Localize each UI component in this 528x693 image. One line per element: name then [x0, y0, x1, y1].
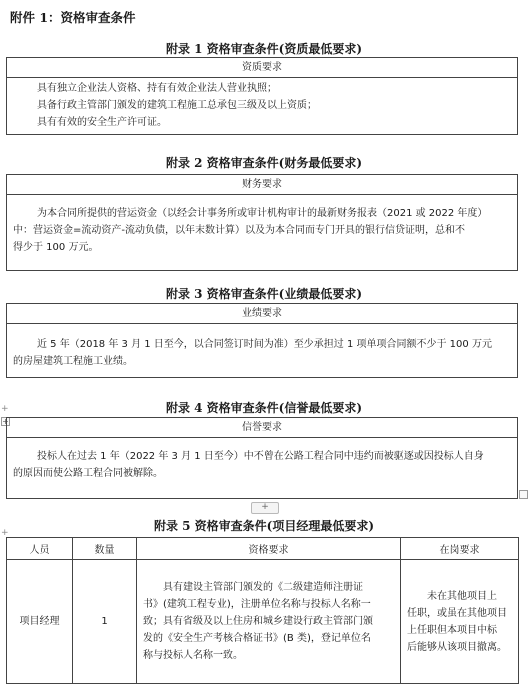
appendix-2-header: 财务要求 — [7, 175, 517, 195]
table-edge-marker: + — [1, 404, 9, 414]
appendix-2-line-2: 中：营运资金=流动资产-流动负债，以年末数计算）以及为本合同而专门开具的银行信贷证明，总和不 — [13, 225, 465, 236]
table-row — [7, 560, 519, 684]
appendix-1-line-1: 具有独立企业法人资格、持有有效企业法人营业执照； — [37, 83, 277, 94]
appendix-1-title: 附录 1 资格审查条件(资质最低要求) — [165, 42, 363, 56]
table-edge-marker-2: + — [1, 528, 9, 538]
qualification-line-5: 称与投标人名称一致。 — [143, 650, 243, 661]
appendix-4-body — [7, 438, 517, 482]
appendix-2-line-1: 为本合同所提供的营运资金（以经会计事务所或审计机构审计的最新财务报表（2021 或 2022 年度） — [37, 208, 488, 219]
qualification-line-3: 致；具有省级及以上住房和城乡建设行政主管部门颁 — [143, 616, 373, 627]
appendix-1-header: 资质要求 — [7, 58, 517, 78]
qualification-line-4: 发的《安全生产考核合格证书》(B 类)，登记单位名 — [143, 633, 371, 644]
appendix-1-line-3: 具有有效的安全生产许可证。 — [37, 117, 167, 128]
appendix-4-line-1: 投标人在过去 1 年（2022 年 3 月 1 日至今）中不曾在公路工程合同中违约而被驱逐或因投标人自身 — [37, 451, 484, 462]
onsite-line-1: 未在其他项目上 — [427, 590, 497, 602]
header-qualification: 资格要求 — [137, 538, 401, 560]
appendix-2-body — [7, 195, 517, 256]
project-manager-table — [6, 537, 519, 684]
cell-count: 1 — [73, 560, 137, 684]
qualification-line-1: 具有建设主管部门颁发的《二级建造师注册证 — [163, 582, 363, 593]
appendix-1-body — [7, 78, 517, 131]
header-role: 人员 — [7, 538, 73, 560]
appendix-3-body — [7, 324, 517, 370]
appendix-2-table — [6, 174, 518, 271]
appendix-1-line-2: 具备行政主管部门颁发的建筑工程施工总承包三级及以上资质； — [37, 100, 317, 111]
document-title: 附件 1：资格审查条件 — [10, 10, 136, 25]
appendix-5-title: 附录 5 资格审查条件(项目经理最低要求) — [153, 519, 375, 533]
table-resize-handle[interactable] — [519, 490, 528, 499]
cell-qualification — [137, 560, 401, 684]
cell-onsite — [401, 560, 519, 684]
onsite-line-3: 上任职但本项目中标 — [407, 624, 497, 636]
header-count: 数量 — [73, 538, 137, 560]
appendix-3-header: 业绩要求 — [7, 304, 517, 324]
cell-role: 项目经理 — [7, 560, 73, 684]
onsite-line-2: 任职，或虽在其他项目 — [407, 607, 507, 619]
appendix-4-title: 附录 4 资格审查条件(信誉最低要求) — [165, 401, 363, 415]
appendix-3-line-1: 近 5 年（2018 年 3 月 1 日至今，以合同签订时间为准）至少承担过 1 项单项合同额不少于 100 万元 — [37, 339, 492, 350]
appendix-3-table — [6, 303, 518, 378]
qualification-line-2: 书》(建筑工程专业)，注册单位名称与投标人名称一 — [143, 599, 371, 610]
appendix-3-line-2: 的房屋建筑工程施工业绩。 — [13, 356, 133, 367]
appendix-2-title: 附录 2 资格审查条件(财务最低要求) — [165, 156, 363, 170]
appendix-4-header: 信誉要求 — [7, 418, 517, 438]
table-header-row — [7, 538, 519, 560]
appendix-2-line-3: 得少于 100 万元。 — [13, 242, 99, 253]
appendix-4-line-2: 的原因而使公路工程合同被解除。 — [13, 468, 163, 479]
appendix-3-title: 附录 3 资格审查条件(业绩最低要求) — [165, 287, 363, 301]
onsite-line-4: 后能够从该项目撤离。 — [407, 641, 507, 653]
appendix-4-table — [6, 417, 518, 499]
table-move-handle[interactable]: + — [2, 417, 9, 426]
appendix-1-table — [6, 57, 518, 135]
add-row-button[interactable]: + — [251, 502, 279, 514]
header-onsite: 在岗要求 — [401, 538, 519, 560]
